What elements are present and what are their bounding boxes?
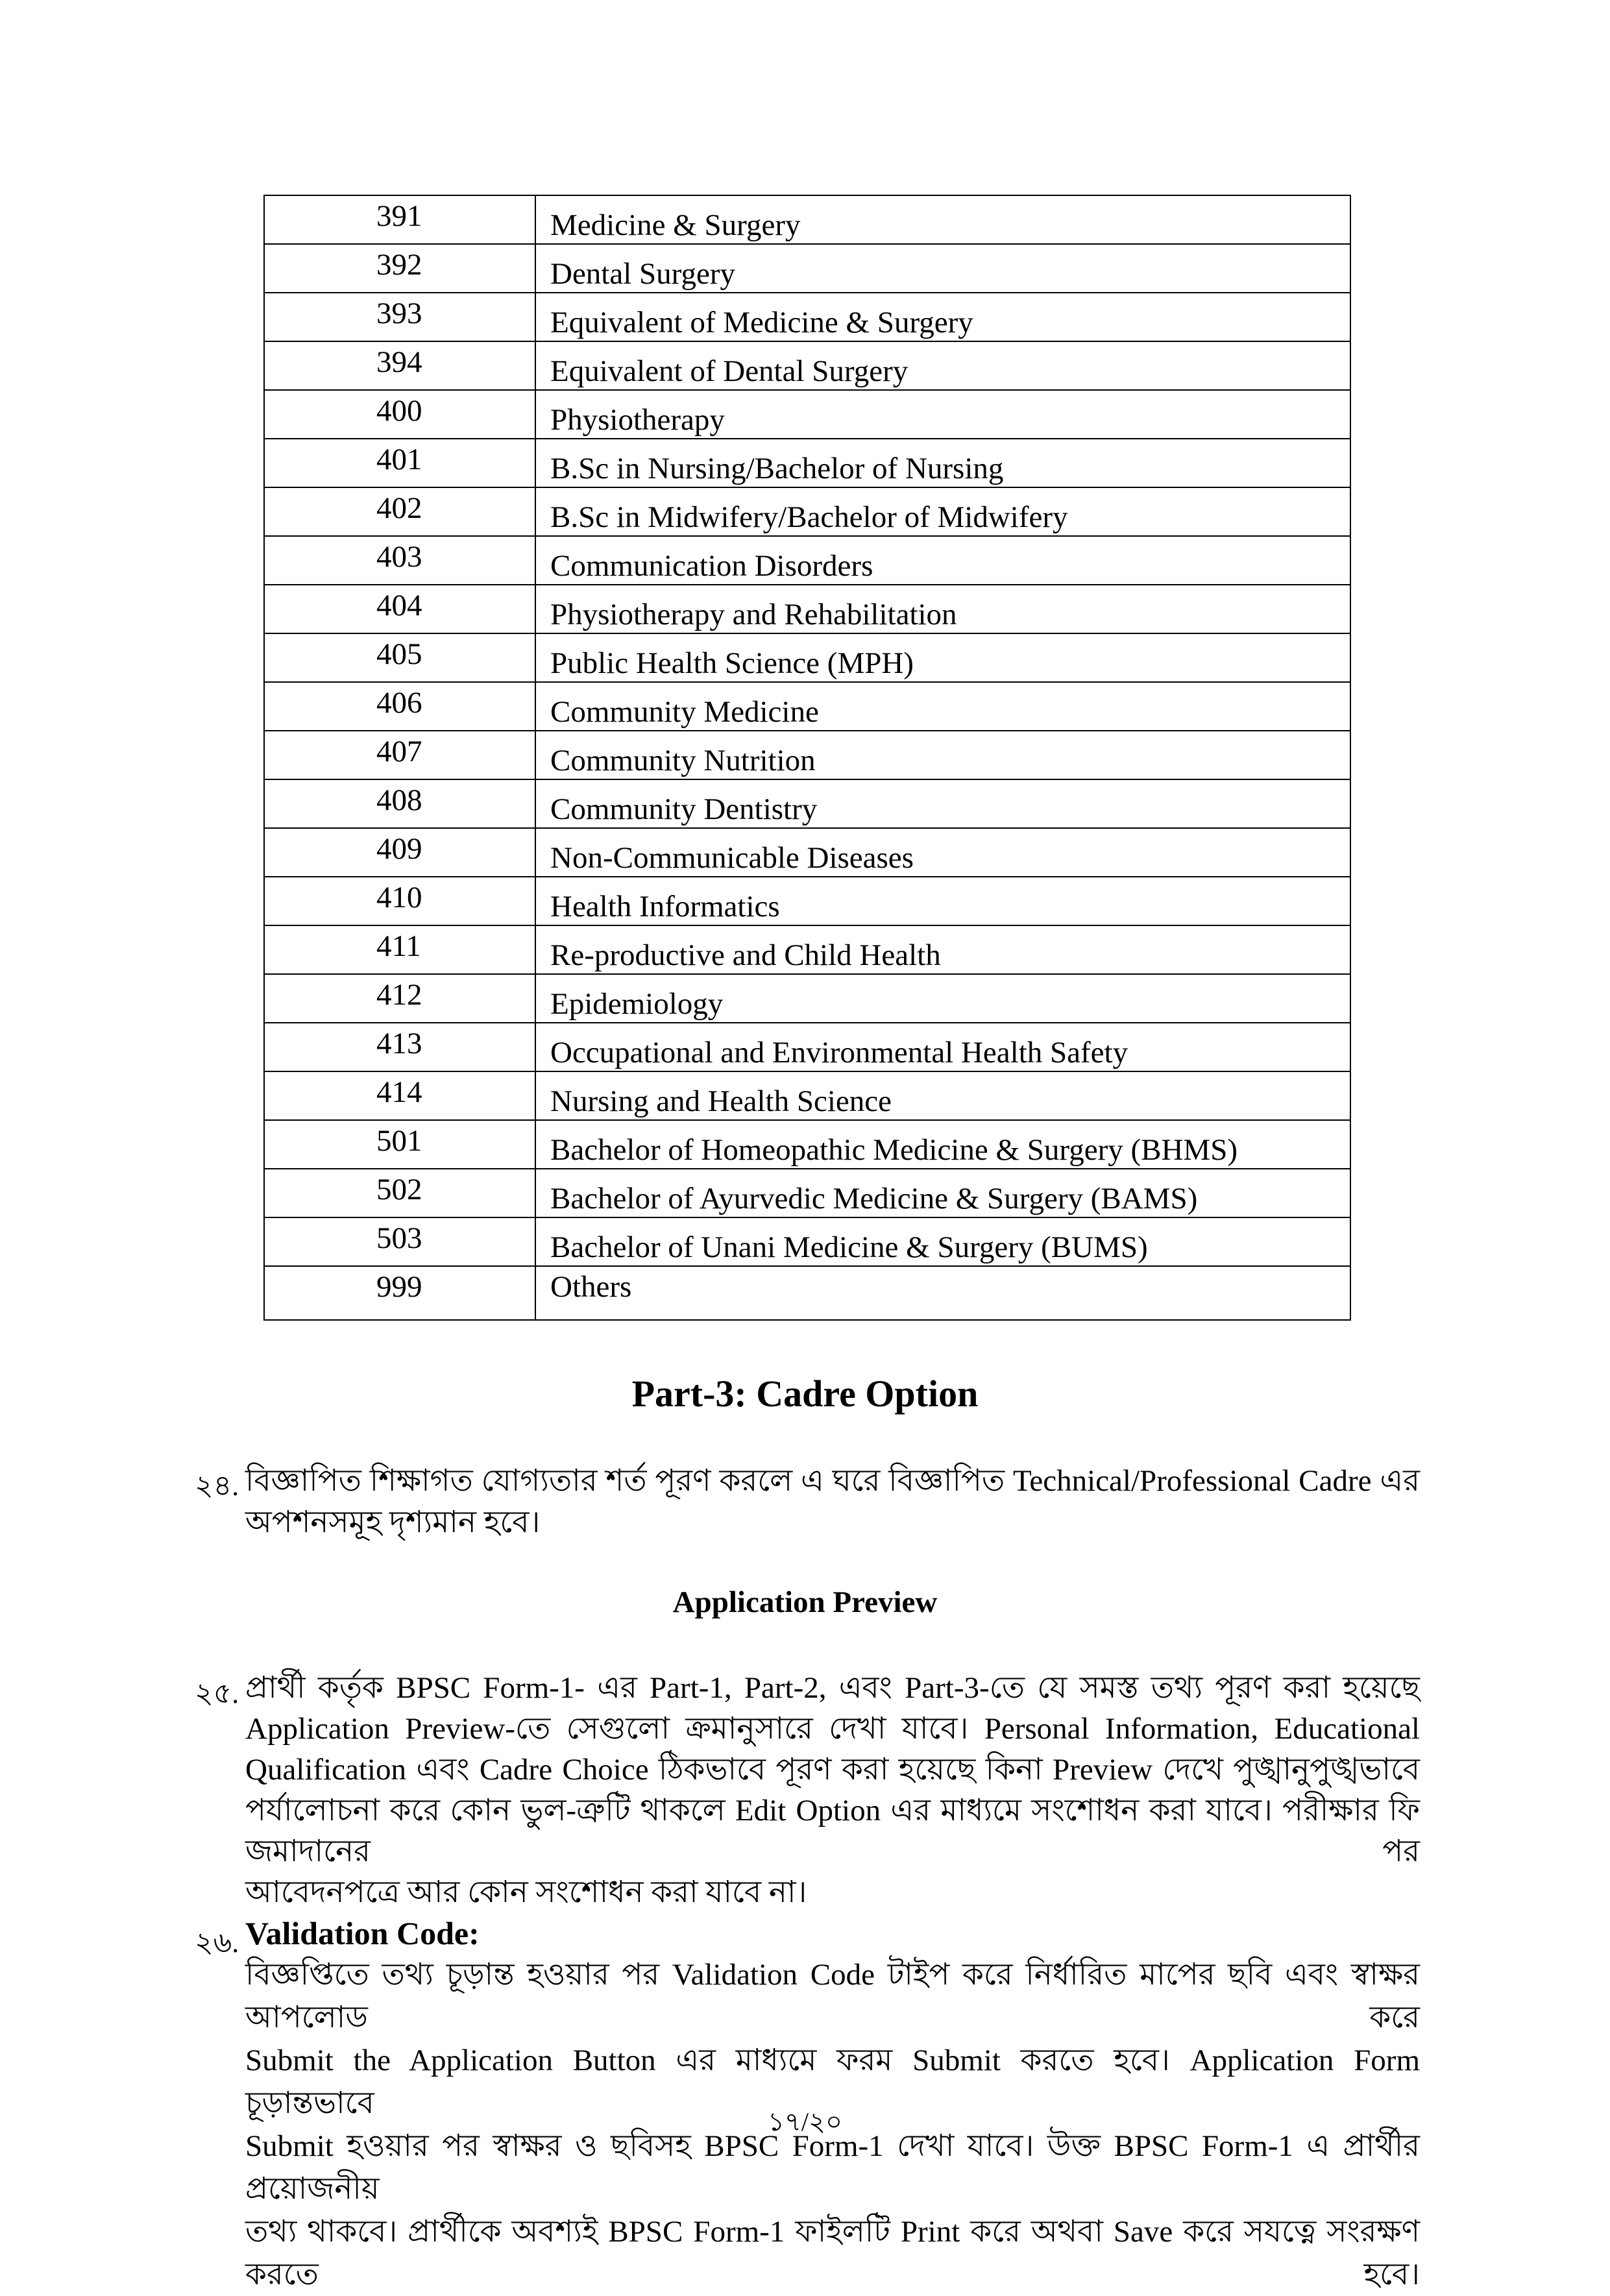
table-row <box>264 244 1350 293</box>
table-row <box>264 1217 1350 1266</box>
table-row <box>264 1023 1350 1071</box>
subject-code-cell: 401 <box>264 439 535 487</box>
subject-name-cell: Health Informatics <box>535 877 1350 925</box>
subject-code-cell: 501 <box>264 1120 535 1169</box>
table-row <box>264 633 1350 682</box>
subject-code-cell: 394 <box>264 341 535 390</box>
subject-code-cell: 407 <box>264 731 535 779</box>
subject-name-cell: Dental Surgery <box>535 244 1350 293</box>
subject-code-cell: 403 <box>264 536 535 585</box>
item-26-number: ২৬. <box>195 1927 239 1959</box>
item-24-number: ২৪. <box>195 1470 239 1502</box>
table-row <box>264 439 1350 487</box>
subject-code-cell: 999 <box>264 1266 535 1320</box>
subject-name-cell: Community Medicine <box>535 682 1350 731</box>
item-26-line: তথ্য থাকবে। প্রার্থীকে অবশ্যই BPSC Form-1 ফাইলটি Print করে অথবা Save করে সযত্নে সংরক্ষণ করতে হবে। <box>245 2215 1420 2291</box>
subject-code-cell: 400 <box>264 390 535 439</box>
subject-code-cell: 391 <box>264 195 535 244</box>
table-row <box>264 487 1350 536</box>
subject-name-cell: Bachelor of Homeopathic Medicine & Surgery (BHMS) <box>535 1120 1350 1169</box>
subject-code-cell: 402 <box>264 487 535 536</box>
item-25-number: ২৫. <box>195 1678 239 1709</box>
subject-code-cell: 411 <box>264 925 535 974</box>
subject-name-cell: Non-Communicable Diseases <box>535 828 1350 877</box>
item-26-line: Submit the Application Button এর মাধ্যমে ফরম Submit করতে হবে। Application Form চূড়ান্তভাবে <box>245 2044 1420 2120</box>
table-row <box>264 731 1350 779</box>
item-25-line: Application Preview-তে সেগুলো ক্রমানুসারে দেখা যাবে। Personal Information, Educational <box>245 1712 1420 1746</box>
table-row <box>264 682 1350 731</box>
table-row <box>264 293 1350 341</box>
item-26-line: Submit হওয়ার পর স্বাক্ষর ও ছবিসহ BPSC Form-1 দেখা যাবে। উক্ত BPSC Form-1 এ প্রার্থীর প্রয়োজনীয় <box>245 2129 1420 2206</box>
subject-code-cell: 413 <box>264 1023 535 1071</box>
subject-name-cell: Equivalent of Dental Surgery <box>535 341 1350 390</box>
application-preview-heading: Application Preview <box>672 1585 938 1619</box>
item-25-line: Qualification এবং Cadre Choice ঠিকভাবে পূরণ করা হয়েছে কিনা Preview দেখে পুঙ্খানুপুঙ্খভাবে <box>245 1753 1420 1787</box>
subject-code-cell: 412 <box>264 974 535 1023</box>
subject-name-cell: B.Sc in Nursing/Bachelor of Nursing <box>535 439 1350 487</box>
table-row <box>264 1169 1350 1217</box>
table-row <box>264 877 1350 925</box>
subject-code-cell: 392 <box>264 244 535 293</box>
subject-code-cell: 409 <box>264 828 535 877</box>
subject-code-cell: 406 <box>264 682 535 731</box>
subject-name-cell: Nursing and Health Science <box>535 1071 1350 1120</box>
table-row <box>264 1120 1350 1169</box>
subject-code-cell: 414 <box>264 1071 535 1120</box>
item-25-line: পর্যালোচনা করে কোন ভুল-ত্রুটি থাকলে Edit Option এর মাধ্যমে সংশোধন করা যাবে। পরীক্ষার ফি জমাদানের পর <box>245 1794 1420 1868</box>
subject-name-cell: Physiotherapy and Rehabilitation <box>535 585 1350 633</box>
subject-name-cell: Others <box>535 1266 1350 1320</box>
item-26-line: বিজ্ঞপ্তিতে তথ্য চূড়ান্ত হওয়ার পর Validation Code টাইপ করে নির্ধারিত মাপের ছবি এবং স্বাক্ষর আপলোড করে <box>245 1958 1420 2034</box>
subject-name-cell: Community Nutrition <box>535 731 1350 779</box>
part3-heading: Part-3: Cadre Option <box>631 1373 979 1415</box>
item-24-line: অপশনসমূহ দৃশ্যমান হবে। <box>245 1506 541 1539</box>
table-row <box>264 925 1350 974</box>
subject-code-cell: 502 <box>264 1169 535 1217</box>
subject-code-cell: 404 <box>264 585 535 633</box>
validation-code-title: Validation Code: <box>245 1915 480 1951</box>
table-row <box>264 828 1350 877</box>
subject-code-cell: 503 <box>264 1217 535 1266</box>
subject-code-table <box>263 195 1351 1321</box>
item-24-text <box>245 1460 1420 1543</box>
subject-name-cell: Community Dentistry <box>535 779 1350 828</box>
item-25-text <box>245 1668 1420 1913</box>
table-row <box>264 585 1350 633</box>
subject-name-cell: Public Health Science (MPH) <box>535 633 1350 682</box>
item-24-line: বিজ্ঞাপিত শিক্ষাগত যোগ্যতার শর্ত পূরণ করলে এ ঘরে বিজ্ঞাপিত Technical/Professional Cadre এর <box>245 1464 1420 1498</box>
table-row <box>264 195 1350 244</box>
subject-name-cell: Medicine & Surgery <box>535 195 1350 244</box>
table-row <box>264 341 1350 390</box>
subject-code-cell: 410 <box>264 877 535 925</box>
subject-name-cell: B.Sc in Midwifery/Bachelor of Midwifery <box>535 487 1350 536</box>
table-row <box>264 1071 1350 1120</box>
subject-code-table-body <box>264 195 1350 1320</box>
table-row <box>264 390 1350 439</box>
table-row <box>264 1266 1350 1320</box>
table-row <box>264 536 1350 585</box>
page-number: ১৭/২০ <box>767 2107 843 2136</box>
subject-code-cell: 405 <box>264 633 535 682</box>
subject-name-cell: Occupational and Environmental Health Safety <box>535 1023 1350 1071</box>
table-row <box>264 974 1350 1023</box>
item-25-line: আবেদনপত্রে আর কোন সংশোধন করা যাবে না। <box>245 1875 807 1909</box>
table-row <box>264 779 1350 828</box>
subject-name-cell: Physiotherapy <box>535 390 1350 439</box>
subject-name-cell: Epidemiology <box>535 974 1350 1023</box>
subject-code-cell: 393 <box>264 293 535 341</box>
subject-name-cell: Bachelor of Unani Medicine & Surgery (BUMS) <box>535 1217 1350 1266</box>
subject-name-cell: Communication Disorders <box>535 536 1350 585</box>
subject-name-cell: Equivalent of Medicine & Surgery <box>535 293 1350 341</box>
subject-name-cell: Re-productive and Child Health <box>535 925 1350 974</box>
subject-code-cell: 408 <box>264 779 535 828</box>
subject-name-cell: Bachelor of Ayurvedic Medicine & Surgery (BAMS) <box>535 1169 1350 1217</box>
item-25-line: প্রার্থী কর্তৃক BPSC Form-1- এর Part-1, Part-2, এবং Part-3-তে যে সমস্ত তথ্য পূরণ করা হয়েছে <box>245 1671 1420 1705</box>
